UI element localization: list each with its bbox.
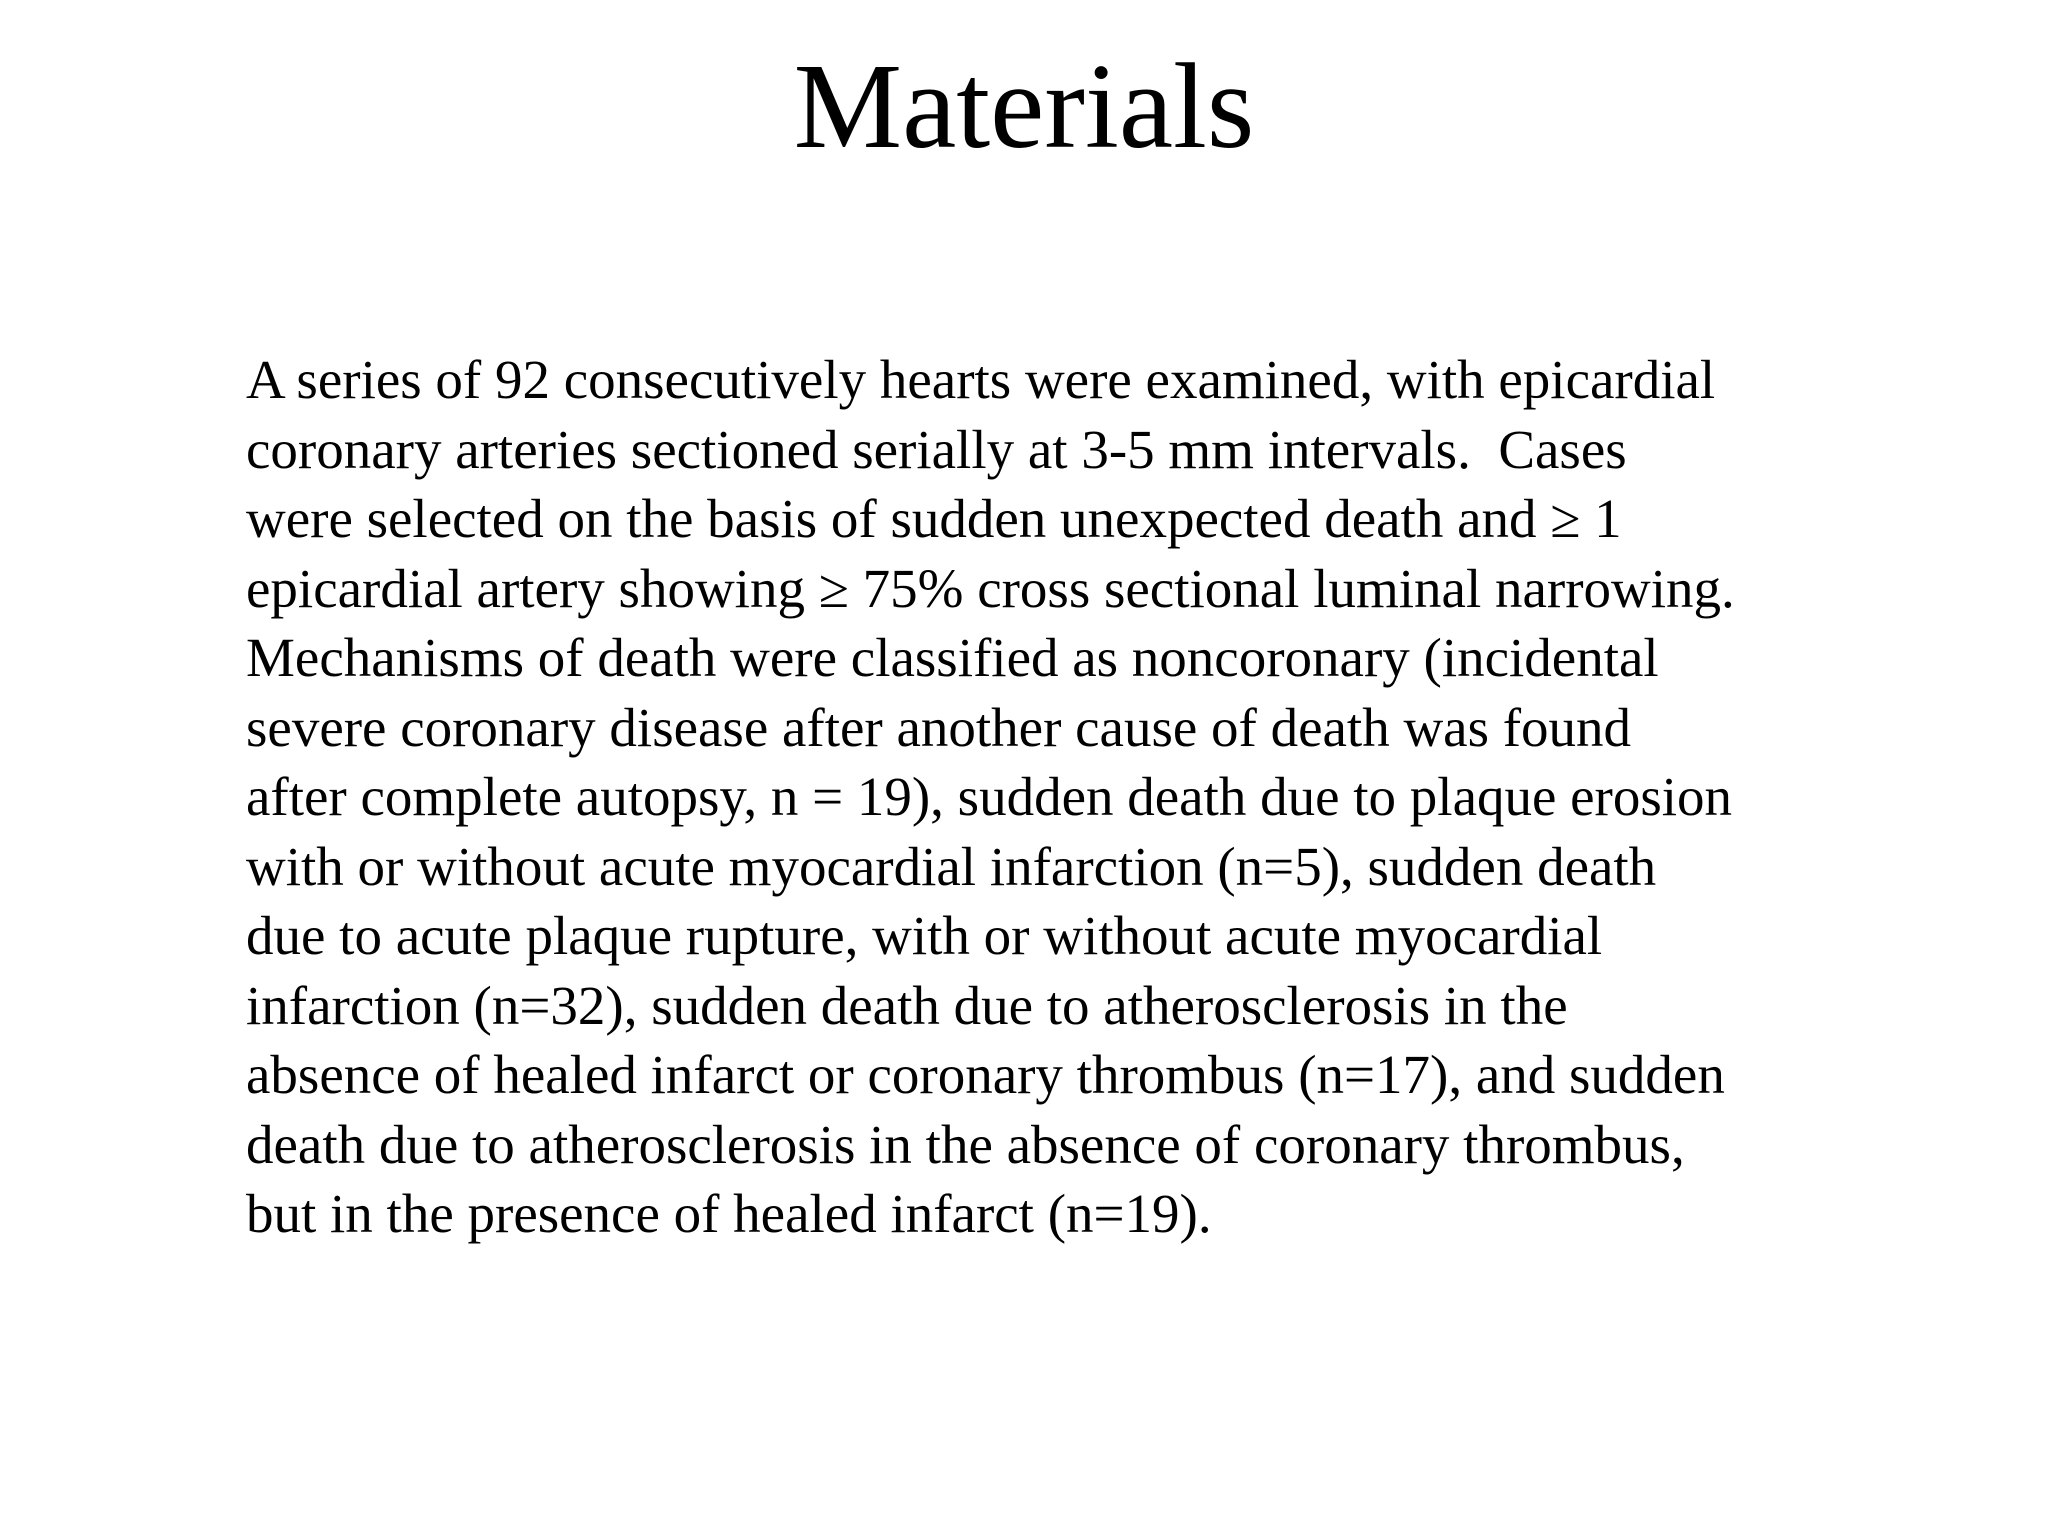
body-line-6: severe coronary disease after another cause of death was found — [246, 696, 1632, 758]
body-line-2: coronary arteries sectioned serially at 3-5 mm intervals. Cases — [246, 418, 1627, 480]
body-line-13: but in the presence of healed infarct (n=19). — [246, 1183, 1212, 1244]
body-text — [246, 345, 1846, 1249]
slide-title: Materials — [793, 39, 1255, 174]
body-line-3: were selected on the basis of sudden unexpected death and ≥ 1 — [246, 488, 1622, 549]
body-line-1: A series of 92 consecutively hearts were examined, with epicardial — [246, 349, 1716, 410]
body-line-8: with or without acute myocardial infarction (n=5), sudden death — [246, 835, 1657, 897]
body-line-12: death due to atherosclerosis in the absence of coronary thrombus, — [246, 1113, 1685, 1175]
body-line-4: epicardial artery showing ≥ 75% cross sectional luminal narrowing. — [246, 557, 1735, 619]
body-line-10: infarction (n=32), sudden death due to atherosclerosis in the — [246, 974, 1568, 1036]
body-line-7: after complete autopsy, n = 19), sudden death due to plaque erosion — [246, 766, 1733, 827]
body-line-9: due to acute plaque rupture, with or without acute myocardial — [246, 905, 1603, 966]
body-line-11: absence of healed infarct or coronary thrombus (n=17), and sudden — [246, 1044, 1725, 1105]
body-line-5: Mechanisms of death were classified as noncoronary (incidental — [246, 627, 1659, 688]
